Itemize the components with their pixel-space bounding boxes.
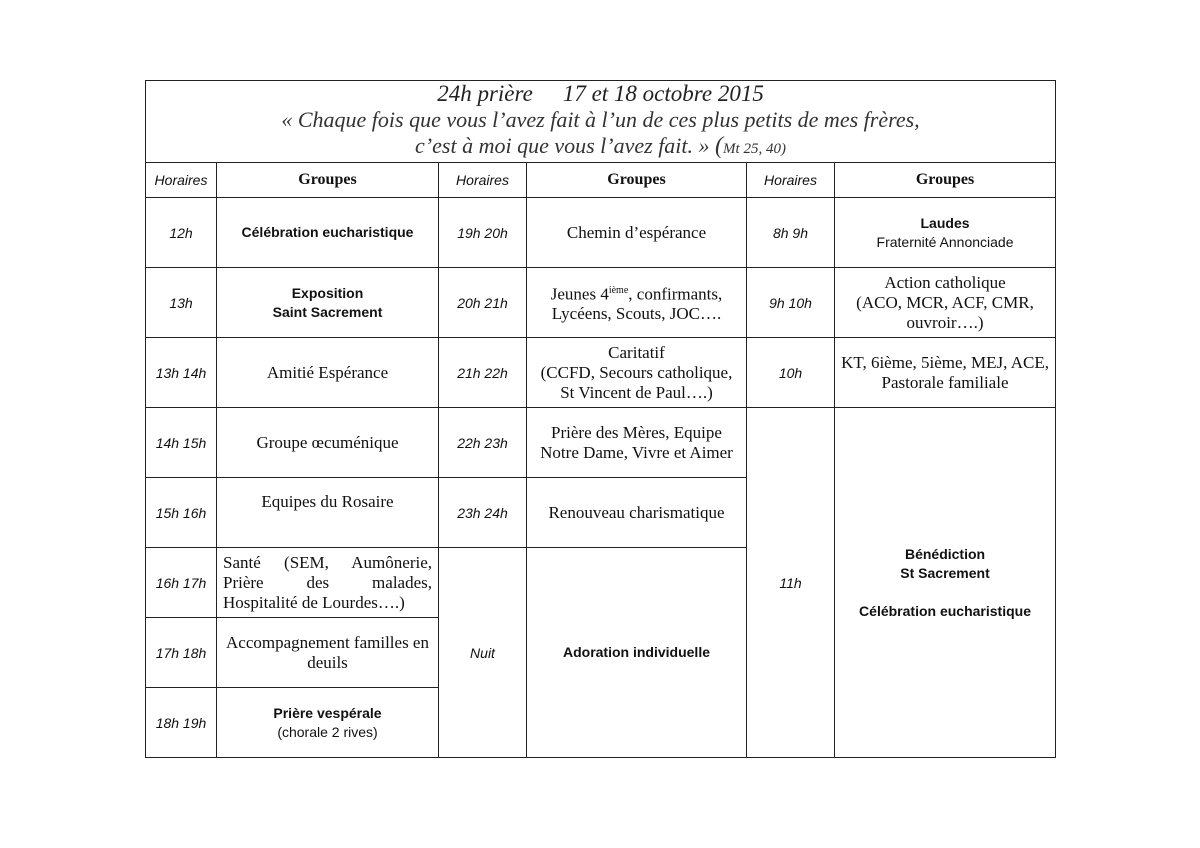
time-cell: 18h 19h xyxy=(146,688,217,758)
col-header-horaires-1: Horaires xyxy=(146,163,217,198)
group-cell: Chemin d’espérance xyxy=(527,198,747,268)
time-cell: 19h 20h xyxy=(439,198,527,268)
table-row xyxy=(146,198,1056,268)
group-line: Célébration eucharistique xyxy=(859,602,1031,619)
time-cell: 10h xyxy=(747,338,835,408)
time-cell: 22h 23h xyxy=(439,408,527,478)
group-subtitle: (chorale 2 rives) xyxy=(277,723,378,740)
time-cell: 16h 17h xyxy=(146,548,217,618)
time-cell: 20h 21h xyxy=(439,268,527,338)
group-cell: Groupe œcuménique xyxy=(217,408,439,478)
quote-text: c’est à moi que vous l’avez fait. » xyxy=(415,133,716,158)
title-row xyxy=(146,81,1056,163)
group-text: Jeunes 4 xyxy=(550,284,609,304)
group-cell: Accompagnement familles en deuils xyxy=(217,618,439,688)
group-cell xyxy=(835,268,1056,338)
group-line: Lycéens, Scouts, JOC…. xyxy=(551,304,722,324)
time-cell: 13h 14h xyxy=(146,338,217,408)
schedule-table xyxy=(145,80,1056,758)
title-line xyxy=(146,81,1055,107)
time-cell: 9h 10h xyxy=(747,268,835,338)
col-header-groupes-3: Groupes xyxy=(835,163,1056,198)
group-line: ouvroir….) xyxy=(906,312,984,332)
event-dates: 17 et 18 octobre 2015 xyxy=(562,81,764,106)
bible-reference: Mt 25, 40) xyxy=(723,141,786,157)
group-line: Caritatif xyxy=(608,342,665,362)
group-line: Notre Dame, Vivre et Aimer xyxy=(540,442,733,462)
group-cell xyxy=(835,198,1056,268)
group-line xyxy=(533,281,740,305)
time-cell: 17h 18h xyxy=(146,618,217,688)
time-cell: 15h 16h xyxy=(146,478,217,548)
time-cell: 11h xyxy=(747,408,835,758)
group-line: Action catholique xyxy=(884,272,1006,292)
spacer xyxy=(841,583,1049,602)
col-header-groupes-1: Groupes xyxy=(217,163,439,198)
group-line: Exposition xyxy=(291,284,364,301)
group-text: , confirmants, xyxy=(628,284,723,304)
group-cell xyxy=(217,268,439,338)
group-superscript: ième xyxy=(608,284,629,296)
group-line: Pastorale familiale xyxy=(881,372,1009,392)
time-cell: 21h 22h xyxy=(439,338,527,408)
time-cell: Nuit xyxy=(439,548,527,758)
table-row xyxy=(146,338,1056,408)
time-cell: 14h 15h xyxy=(146,408,217,478)
quote-line-2 xyxy=(146,133,1055,162)
group-line: Saint Sacrement xyxy=(272,303,383,320)
group-cell: Amitié Espérance xyxy=(217,338,439,408)
table-row xyxy=(146,408,1056,478)
group-cell: Equipes du Rosaire xyxy=(217,478,439,548)
col-header-horaires-3: Horaires xyxy=(747,163,835,198)
time-cell: 23h 24h xyxy=(439,478,527,548)
group-cell xyxy=(527,338,747,408)
group-cell: Santé (SEM, Aumônerie, Prière des malades, Hospitalité de Lourdes….) xyxy=(217,548,439,618)
group-line: (ACO, MCR, ACF, CMR, xyxy=(856,292,1034,312)
quote-line-1: « Chaque fois que vous l’avez fait à l’un de ces plus petits de mes frères, xyxy=(281,107,920,132)
time-cell: 13h xyxy=(146,268,217,338)
group-line: Bénédiction xyxy=(904,545,986,562)
group-subtitle: Fraternité Annonciade xyxy=(876,233,1014,250)
time-cell: 8h 9h xyxy=(747,198,835,268)
group-line: KT, 6ième, 5ième, MEJ, ACE, xyxy=(841,352,1049,372)
table-row xyxy=(146,268,1056,338)
group-cell: Célébration eucharistique xyxy=(217,198,439,268)
group-cell: Renouveau charismatique xyxy=(527,478,747,548)
group-cell xyxy=(217,688,439,758)
group-line: Prière des Mères, Equipe xyxy=(551,422,722,442)
column-header-row xyxy=(146,163,1056,198)
group-line: St Sacrement xyxy=(900,564,990,581)
group-cell: Adoration individuelle xyxy=(527,548,747,758)
title-cell xyxy=(146,81,1056,163)
group-cell xyxy=(527,268,747,338)
group-cell xyxy=(527,408,747,478)
time-cell: 12h xyxy=(146,198,217,268)
group-title: Prière vespérale xyxy=(273,704,382,721)
group-cell xyxy=(835,338,1056,408)
group-line: St Vincent de Paul….) xyxy=(560,382,713,402)
col-header-horaires-2: Horaires xyxy=(439,163,527,198)
col-header-groupes-2: Groupes xyxy=(527,163,747,198)
group-title: Laudes xyxy=(920,214,970,231)
event-title: 24h prière xyxy=(437,81,533,106)
group-line: (CCFD, Secours catholique, xyxy=(540,362,733,382)
reference-paren: ( xyxy=(715,133,724,159)
group-cell xyxy=(835,408,1056,758)
